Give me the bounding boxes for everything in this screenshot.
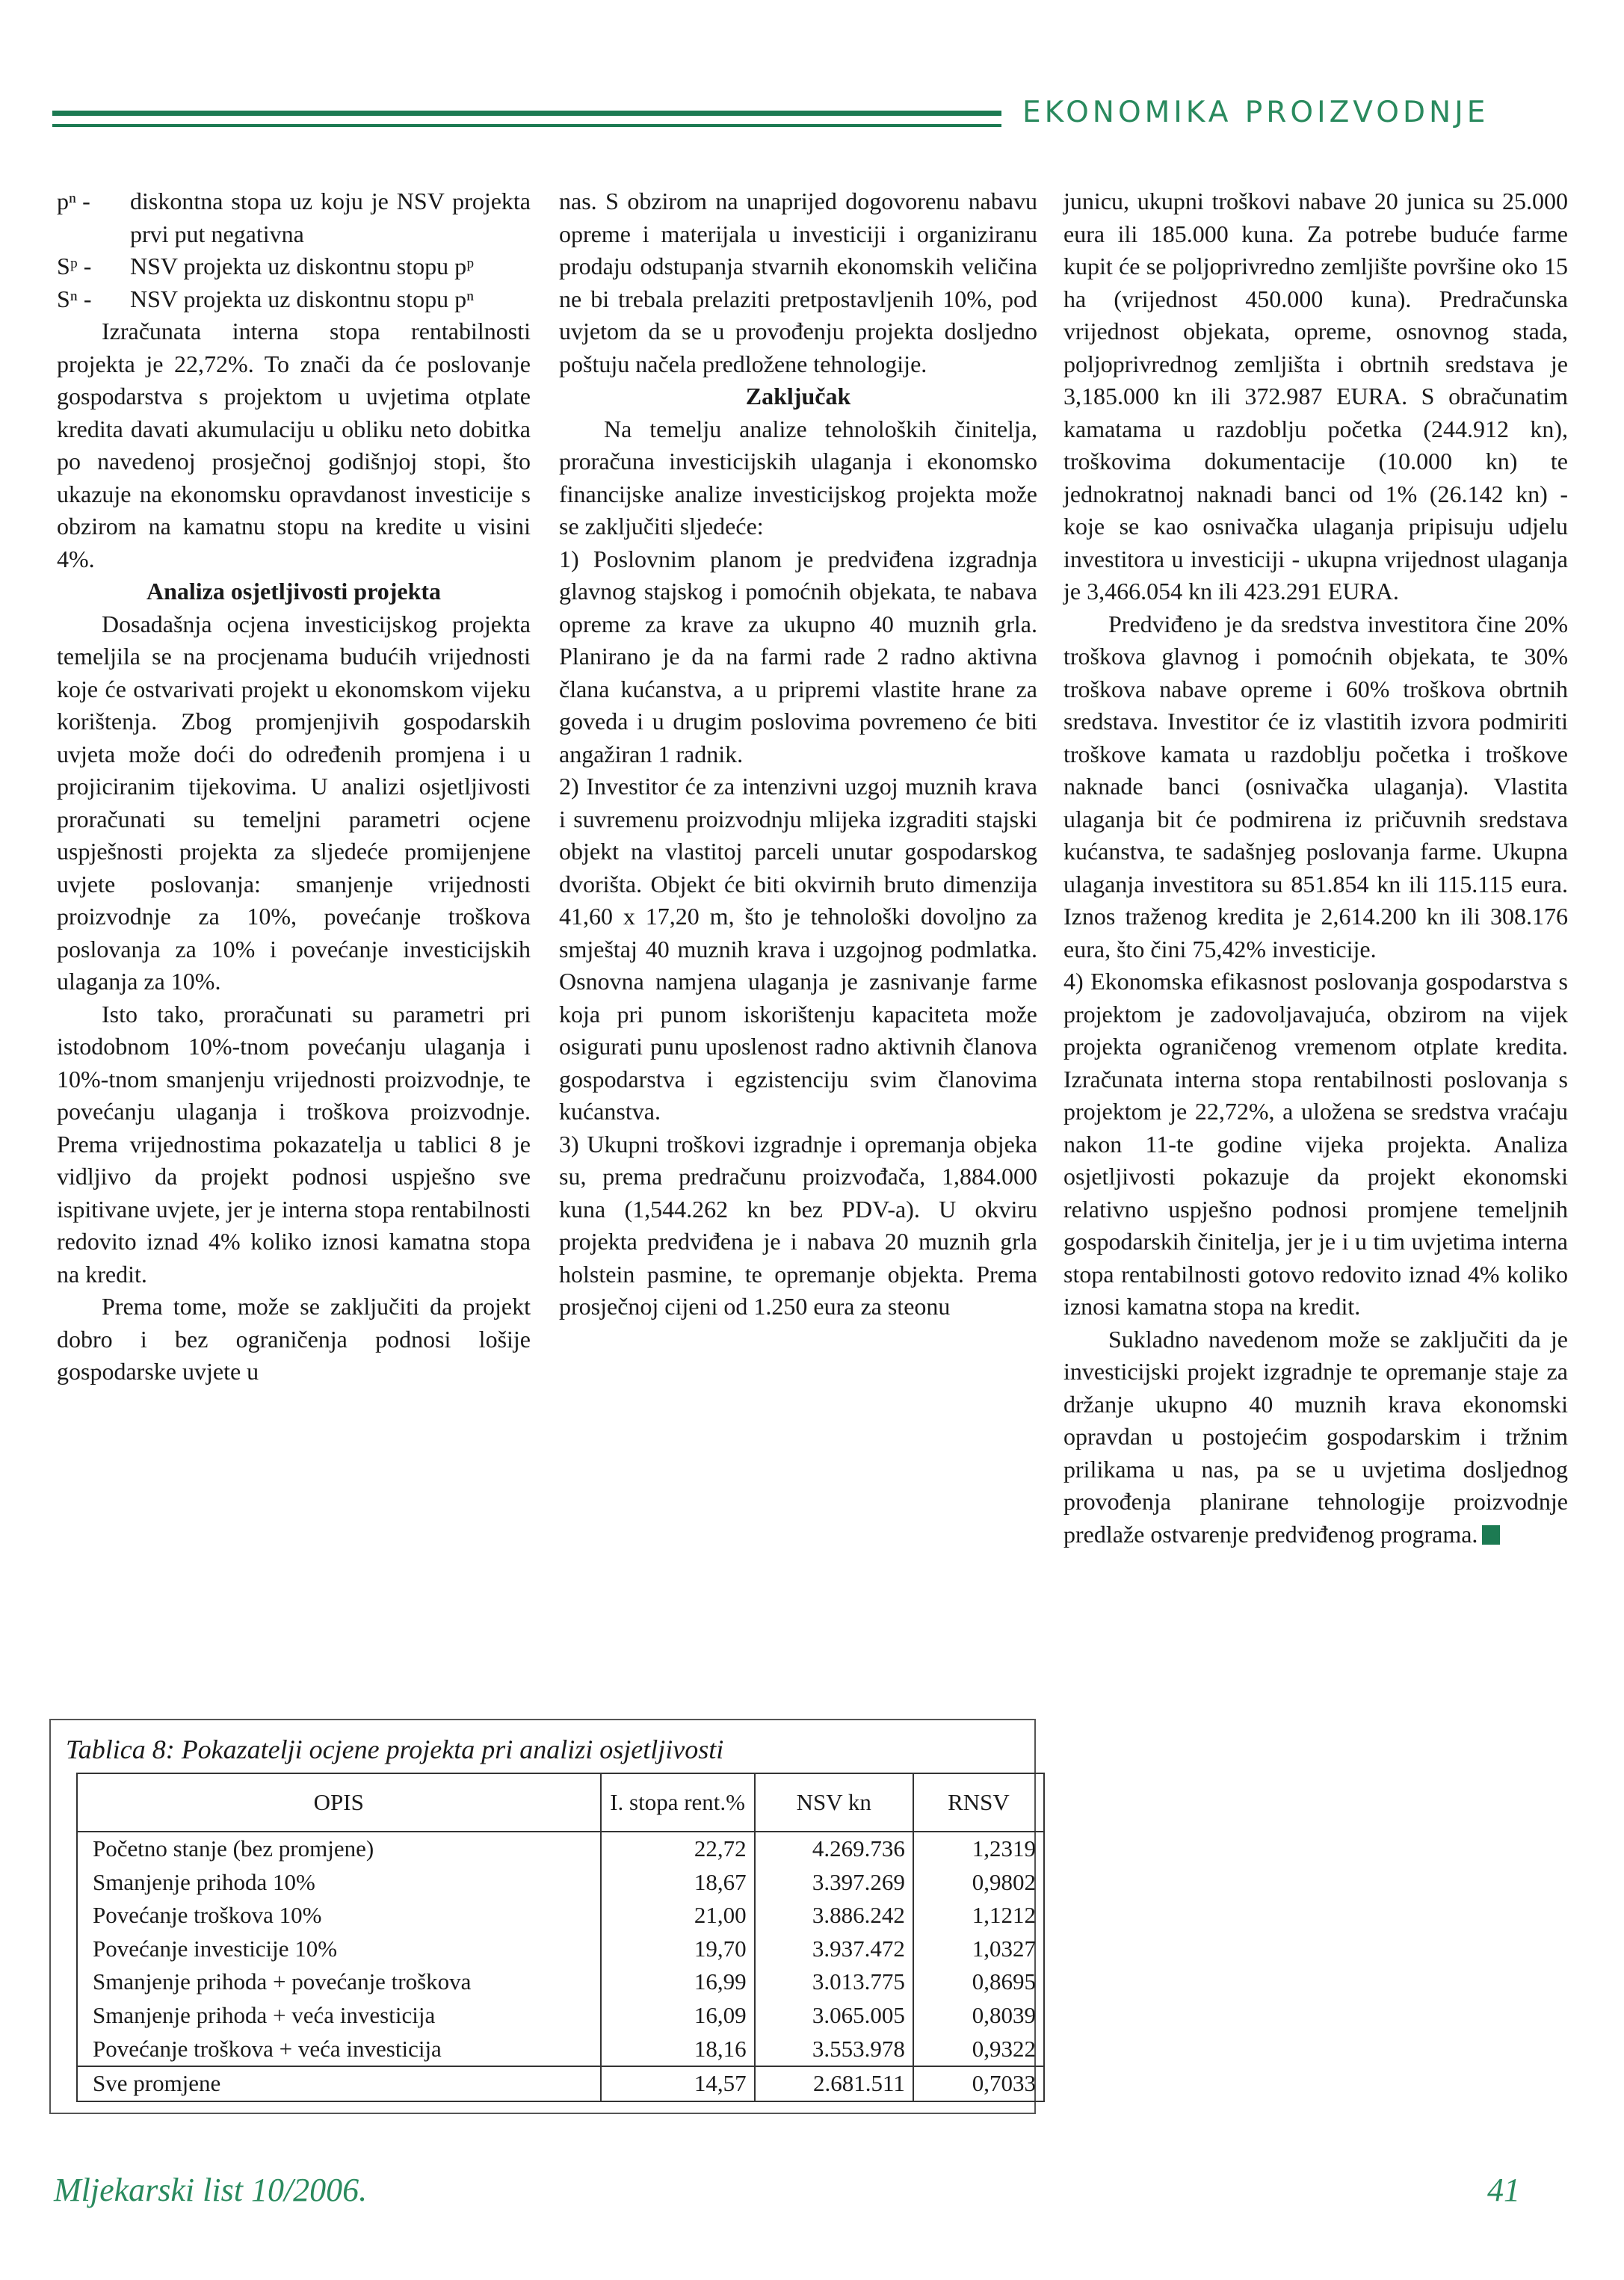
paragraph: 1) Poslovnim planom je predviđena izgradnja glavnog stajskog i pomoćnih objekata, te nabava opreme za krave za ukupno 40 muznih grla. Planirano je da na farmi rade 2 radno aktivna člana kućanstva, a u pripremi vlastite hrane za goveda i u drugim poslovima povremeno će biti angažiran 1 radnik. bbox=[559, 545, 1037, 767]
paragraph-text: Sukladno navedenom može se zaključiti da je investicijski projekt izgradnje te opremanje staje za držanje ukupno 40 muznih krava ekonomski opravdan u postojećim gospodarskim i tržnim prilikama u nas, pa se u uvjetima dosljednog provođenja planirane tehnologije proizvodnje predlaže ostvarenje predviđenog programa. bbox=[1063, 1325, 1568, 1548]
table-caption: Tablica 8: Pokazatelji ocjene projekta pri analizi osjetljivosti bbox=[66, 1734, 724, 1764]
cell-rnsv: 0,9322 bbox=[913, 2033, 1044, 2067]
table-row bbox=[77, 1999, 1044, 2033]
cell-rnsv: 1,0327 bbox=[913, 1933, 1044, 1966]
cell-irr: 22,72 bbox=[601, 1832, 755, 1866]
cell-rnsv: 0,8695 bbox=[913, 1965, 1044, 1999]
table-panel-top-rule bbox=[51, 1719, 1034, 1720]
column-header: RNSV bbox=[913, 1773, 1044, 1832]
paragraph: 3) Ukupni troškovi izgradnje i opremanja objeka su, prema predračunu proizvođača, 1,884.000 kuna (1,544.262 kn bez PDV-a). U okviru projekta predviđena je i nabava 20 muznih grla holstein pasmine, te opremanje objekta. Prema prosječnoj cijeni od 1.250 eura za steonu bbox=[559, 1130, 1037, 1320]
definition-symbol: pⁿ - bbox=[57, 188, 90, 214]
cell-rnsv: 1,1212 bbox=[913, 1899, 1044, 1933]
cell-irr: 18,16 bbox=[601, 2033, 755, 2067]
table-row bbox=[77, 1933, 1044, 1966]
column-header: NSV kn bbox=[755, 1773, 913, 1832]
definition-text: NSV projekta uz diskontnu stopu pᵖ bbox=[130, 253, 475, 279]
cell-rnsv: 0,9802 bbox=[913, 1866, 1044, 1900]
table-row bbox=[77, 1899, 1044, 1933]
cell-nsv: 3.397.269 bbox=[755, 1866, 913, 1900]
cell-nsv: 4.269.736 bbox=[755, 1832, 913, 1866]
table-row bbox=[77, 1965, 1044, 1999]
definition-item bbox=[57, 283, 531, 316]
row-label: Sve promjene bbox=[77, 2066, 601, 2101]
sensitivity-table bbox=[76, 1773, 1045, 2102]
definition-text: diskontna stopa uz koju je NSV projekta prvi put negativna bbox=[130, 188, 531, 247]
row-label: Povećanje investicije 10% bbox=[77, 1933, 601, 1966]
row-label: Početno stanje (bez promjene) bbox=[77, 1832, 601, 1866]
paragraph: nas. S obzirom na unaprijed dogovorenu nabavu opreme i materijala u investiciji i organiziranu prodaju odstupanja stvarnih ekonomskih veličina ne bi trebala prelaziti pretpostavljenih 10%, pod uvjetom da se u provođenju projekta dosljedno poštuju načela predložene tehnologije. bbox=[559, 188, 1037, 377]
cell-irr: 16,09 bbox=[601, 1999, 755, 2033]
header-rule-thin bbox=[52, 124, 1001, 127]
paragraph: Dosadašnja ocjena investicijskog projekta temeljila se na procjenama budućih vrijednosti koje će ostvarivati projekt u ekonomskom vijeku korištenja. Zbog promjenjivih gospodarskih uvjeta može doći do određenih promjena i u projiciranim tijekovima. U analizi osjetljivosti proračunati su temeljni parametri ocjene uspješnosti projekta za sljedeće promijenjene uvjete poslovanja: smanjenje vrijednosti proizvodnje za 10%, povećanje troškova poslovanja za 10% i povećanje investicijskih ulaganja za 10%. bbox=[57, 610, 531, 995]
definition-text: NSV projekta uz diskontnu stopu pⁿ bbox=[130, 285, 475, 312]
cell-nsv: 3.937.472 bbox=[755, 1933, 913, 1966]
cell-rnsv: 1,2319 bbox=[913, 1832, 1044, 1866]
cell-irr: 16,99 bbox=[601, 1965, 755, 1999]
table-row bbox=[77, 1866, 1044, 1900]
section-heading: Analiza osjetljivosti projekta bbox=[146, 578, 442, 605]
definition-item bbox=[57, 185, 531, 250]
cell-irr: 14,57 bbox=[601, 2066, 755, 2101]
column-header: I. stopa rent.% bbox=[601, 1773, 755, 1832]
row-label: Smanjenje prihoda + veća investicija bbox=[77, 1999, 601, 2033]
paragraph: 4) Ekonomska efikasnost poslovanja gospodarstva s projektom je zadovoljavajuća, obzirom na vijek projekta ograničenog vremenom otplate kredita. Izračunata interna stopa rentabilnosti poslovanja s projektom je 22,72%, a uložena se sredstva vraćaju nakon 11-te godine vijeka projekta. Analiza osjetljivosti pokazuje da projekt ekonomski relativno uspješno podnosi promjene temeljnih gospodarskih činitelja, jer je i u tim uvjetima interna stopa rentabilnosti gotovo redovito iznad 4% koliko iznosi kamatna stopa na kredit. bbox=[1063, 968, 1568, 1320]
cell-irr: 18,67 bbox=[601, 1866, 755, 1900]
journal-footer: Mljekarski list 10/2006. bbox=[54, 2172, 368, 2208]
cell-nsv: 2.681.511 bbox=[755, 2066, 913, 2101]
definition-item bbox=[57, 250, 531, 283]
paragraph: 2) Investitor će za intenzivni uzgoj muznih krava i suvremenu proizvodnju mlijeka izgraditi stajski objekt na vlastitoj parceli unutar gospodarskog dvorišta. Objekt će biti okvirnih bruto dimenzija 41,60 x 17,20 m, što je tehnološki dovoljno za smještaj 40 muznih krava i uzgojnog podmlatka. Osnovna namjena ulaganja je zasnivanje farme koja pri punom iskorištenju kapaciteta može osigurati punu uposlenost radno aktivnih članova gospodarstva i egzistenciju svim članovima kućanstva. bbox=[559, 773, 1037, 1125]
section-heading: Zaključak bbox=[745, 383, 851, 410]
column-1 bbox=[57, 185, 531, 1388]
paragraph: junicu, ukupni troškovi nabave 20 junica su 25.000 eura ili 185.000 kuna. Za potrebe buduće farme kupit će se poljoprivredno zemljište površine oko 15 ha (vrijednost 450.000 kuna). Predračunska vrijednost objekata, opreme, osnovnog stada, poljoprivrednog zemljišta i obrtnih sredstava je 3,185.000 kn ili 372.987 EURA. S obračunatim kamatama u razdoblju početka (244.912 kn), troškovima dokumentacije (10.000 kn) te jednokratnoj naknadi banci od 1% (26.142 kn) - koje se kao osnivačka ulaganja pripisuju udjelu investitora u investiciji - ukupna vrijednost ulaganja je 3,466.054 kn ili 423.291 EURA. bbox=[1063, 188, 1568, 605]
table-row bbox=[77, 2066, 1044, 2101]
cell-nsv: 3.886.242 bbox=[755, 1899, 913, 1933]
section-title: EKONOMIKA PROIZVODNJE bbox=[1022, 96, 1489, 129]
definition-symbol: Sᵖ - bbox=[57, 253, 92, 279]
definition-symbol: Sⁿ - bbox=[57, 285, 92, 312]
table-panel bbox=[49, 1719, 1036, 2114]
column-2 bbox=[559, 185, 1037, 1323]
cell-nsv: 3.013.775 bbox=[755, 1965, 913, 1999]
paragraph bbox=[1063, 1323, 1568, 1551]
row-label: Smanjenje prihoda + povećanje troškova bbox=[77, 1965, 601, 1999]
paragraph: Predviđeno je da sredstva investitora čine 20% troškova glavnog i pomoćnih objekata, te 30% troškova nabave opreme i 60% troškova obrtnih sredstava. Investitor će iz vlastitih izvora podmiriti troškove kamata u razdoblju početka i troškove naknade banci (osnivačka ulaganja). Vlastita ulaganja bit će podmirena iz pričuvnih sredstava kućanstva, te sadašnjeg poslovanja farme. Ukupna ulaganja investitora su 851.854 kn ili 115.115 eura. Iznos traženog kredita je 2,614.200 kn ili 308.176 eura, što čini 75,42% investicije. bbox=[1063, 610, 1568, 963]
column-3 bbox=[1063, 185, 1568, 1551]
row-label: Smanjenje prihoda 10% bbox=[77, 1866, 601, 1900]
row-label: Povećanje troškova 10% bbox=[77, 1899, 601, 1933]
cell-irr: 21,00 bbox=[601, 1899, 755, 1933]
table-row bbox=[77, 1832, 1044, 1866]
paragraph: Prema tome, može se zaključiti da projekt dobro i bez ograničenja podnosi lošije gospodarske uvjete u bbox=[57, 1293, 531, 1385]
page-number: 41 bbox=[1487, 2172, 1520, 2208]
paragraph: Na temelju analize tehnoloških činitelja, proračuna investicijskih ulaganja i ekonomsko financijske analize investicijskog projekta može se zaključiti sljedeće: bbox=[559, 415, 1037, 540]
paragraph: Izračunata interna stopa rentabilnosti projekta je 22,72%. To znači da će poslovanje gospodarstva s projektom u uvjetima otplate kredita davati akumulaciju u obliku neto dobitka po navedenoj prosječnoj godišnjoj stopi, što ukazuje na ekonomsku opravdanost investicije s obzirom na kamatnu stopu na kredite u visini 4%. bbox=[57, 318, 531, 572]
table-header-row bbox=[77, 1773, 1044, 1832]
cell-rnsv: 0,7033 bbox=[913, 2066, 1044, 2101]
cell-nsv: 3.065.005 bbox=[755, 1999, 913, 2033]
column-header: OPIS bbox=[77, 1773, 601, 1832]
cell-nsv: 3.553.978 bbox=[755, 2033, 913, 2067]
row-label: Povećanje troškova + veća investicija bbox=[77, 2033, 601, 2067]
paragraph: Isto tako, proračunati su parametri pri istodobnom 10%-tnom povećanju ulaganja i 10%-tnom smanjenju vrijednosti proizvodnje, te povećanju ulaganja i troškova proizvodnje. Prema vrijednostima pokazatelja u tablici 8 je vidljivo da projekt podnosi uspješno sve ispitivane uvjete, jer je interna stopa rentabilnosti redovito iznad 4% koliko iznosi kamatna stopa na kredit. bbox=[57, 1000, 531, 1288]
header-rule-thick bbox=[52, 111, 1001, 116]
end-of-article-icon bbox=[1482, 1525, 1500, 1545]
table-row bbox=[77, 2033, 1044, 2067]
cell-irr: 19,70 bbox=[601, 1933, 755, 1966]
cell-rnsv: 0,8039 bbox=[913, 1999, 1044, 2033]
